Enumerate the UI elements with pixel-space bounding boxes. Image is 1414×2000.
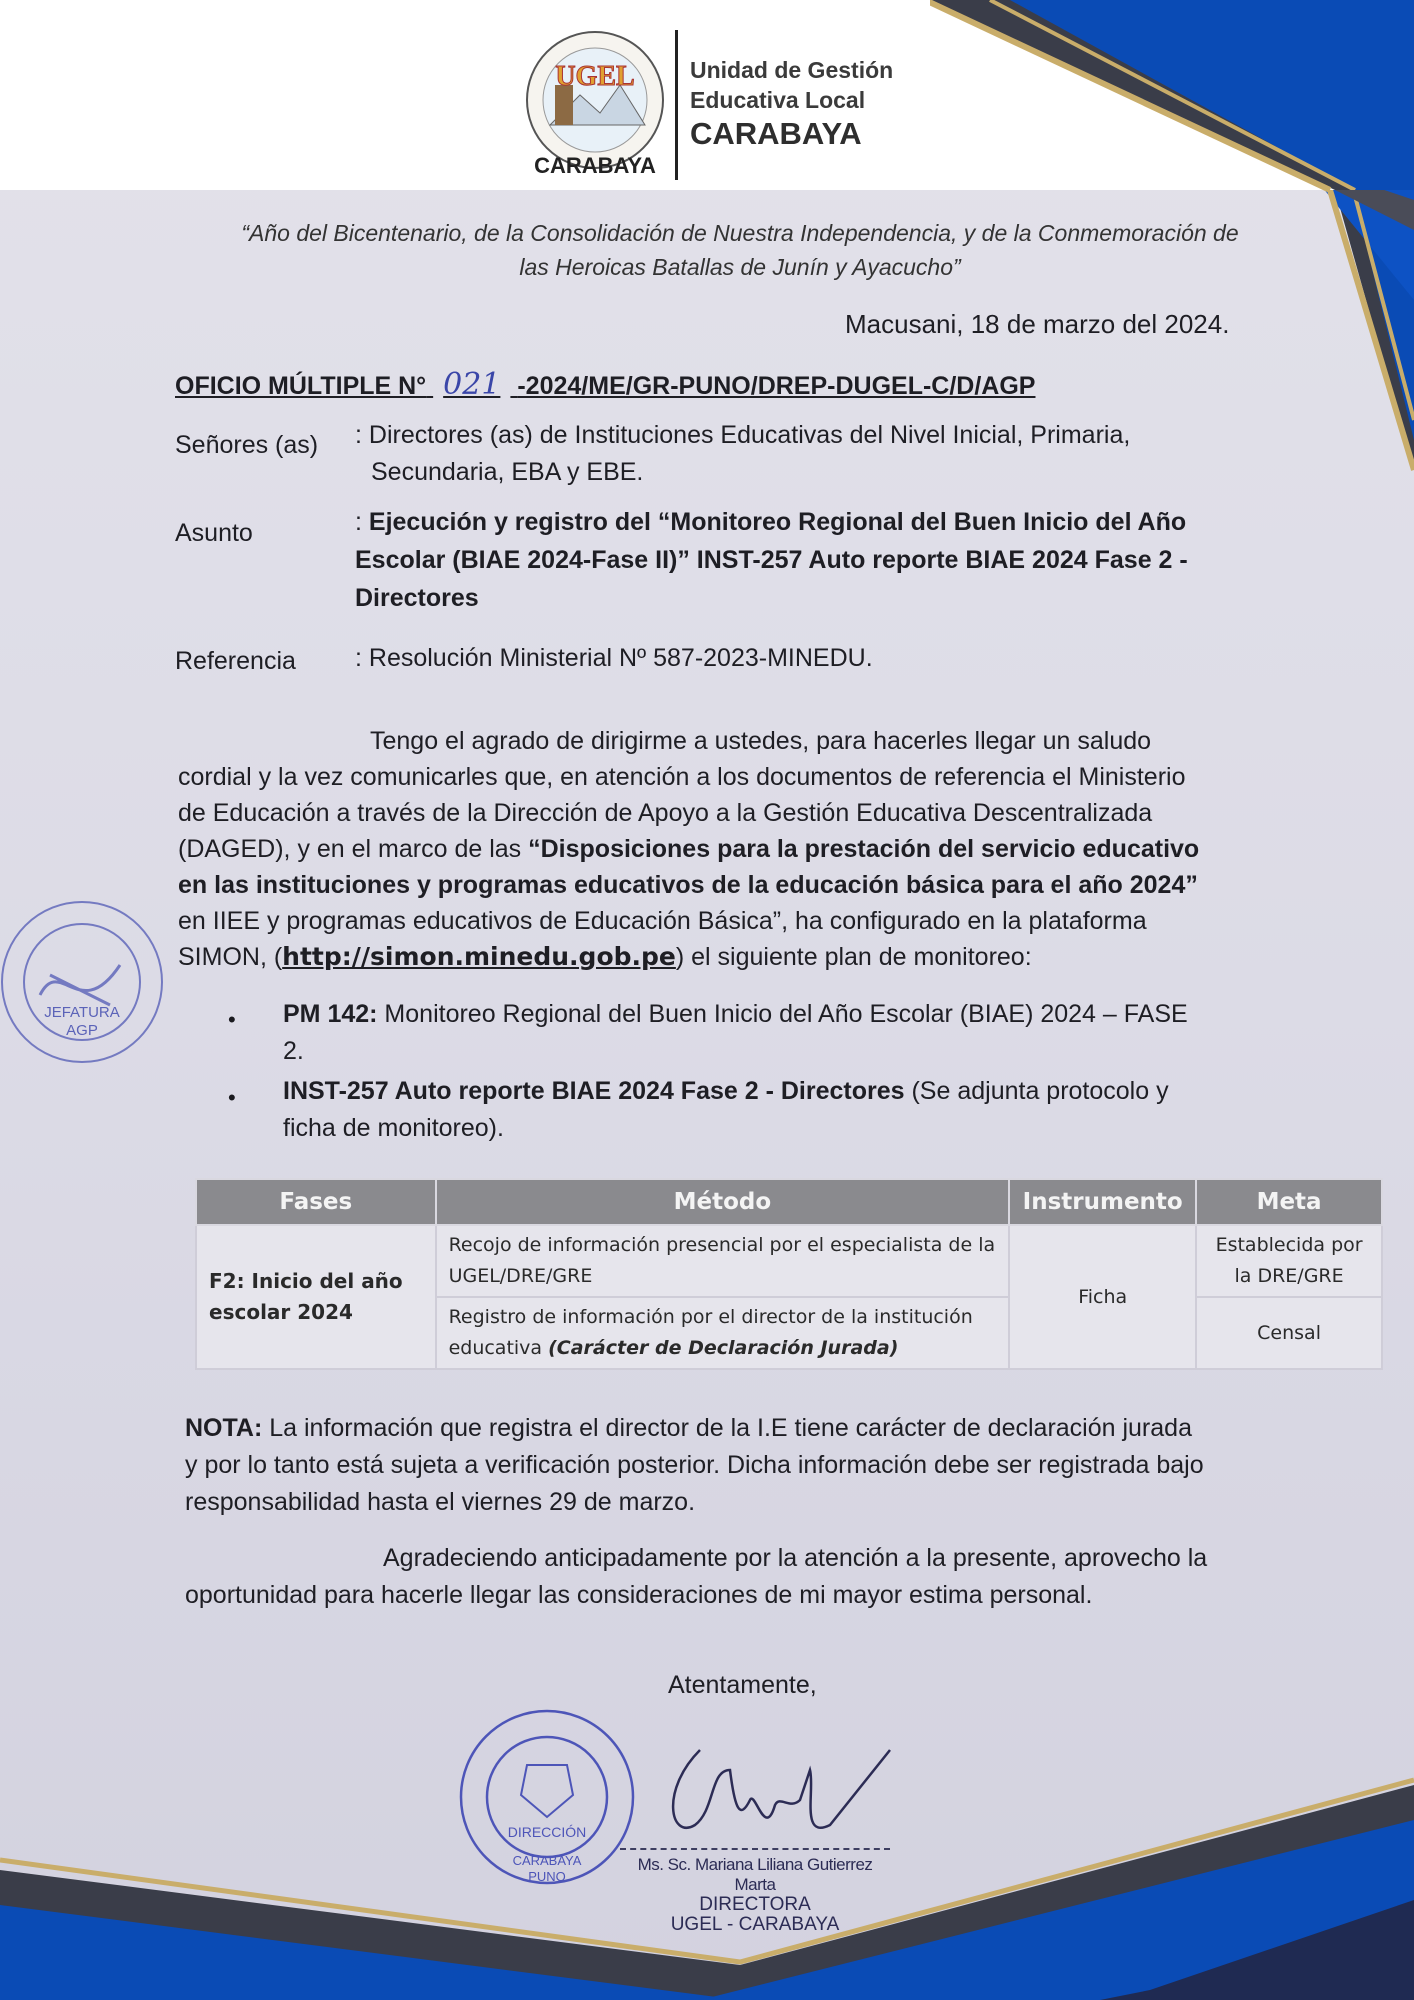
ministry-stamp: [0, 895, 175, 1070]
note: [185, 1410, 1320, 1521]
table-header-row: [196, 1179, 1382, 1225]
recipients-value: [355, 417, 1305, 491]
oficio-prefix: OFICIO MÚLTIPLE N°: [175, 372, 427, 400]
signatory-unit: UGEL - CARABAYA: [670, 1914, 840, 1935]
method-2-emphasis: (Carácter de Declaración Jurada): [548, 1337, 899, 1359]
recipients-label: Señores (as): [175, 431, 319, 459]
year-motto-line-2: las Heroicas Batallas de Junín y Ayacucho”: [519, 254, 961, 280]
method-cell: Recojo de información presencial por el especialista de la UGEL/DRE/GRE: [436, 1225, 1010, 1297]
body-line-5: en las instituciones y programas educativos de la educación básica para el año 2024”: [178, 871, 1198, 899]
bullet-item-1: [283, 996, 1318, 1070]
recipients-line-2: Secundaria, EBA y EBE.: [371, 458, 644, 486]
bullet-1-text-2: 2.: [283, 1037, 304, 1065]
oficio-number: [175, 366, 1035, 405]
bullet-2-text-2: ficha de monitoreo).: [283, 1114, 504, 1142]
goal-cell: Establecida por la DRE/GRE: [1196, 1225, 1382, 1297]
body-line-3: de Educación a través de la Dirección de Apoyo a la Gestión Educativa Descentralizada: [178, 799, 1153, 827]
regards: Atentamente,: [668, 1671, 817, 1699]
logo-letters: UGEL: [555, 61, 635, 92]
logo-caption: CARABAYA: [534, 153, 656, 178]
org-line-3: CARABAYA: [690, 116, 862, 151]
bullet-glyph-1: •: [228, 1007, 236, 1032]
body-line-4a: (DAGED), y en el marco de las: [178, 835, 529, 863]
org-line-2: Educativa Local: [690, 87, 866, 113]
table-header: Meta: [1196, 1179, 1382, 1225]
bullet-glyph-2: •: [228, 1085, 236, 1110]
closing-paragraph: [185, 1540, 1320, 1614]
note-line-2: y por lo tanto está sujeta a verificación posterior. Dicha información debe ser registrada bajo: [185, 1451, 1204, 1479]
reference-label: Referencia: [175, 647, 296, 675]
closing-line-2: oportunidad para hacerle llegar las consideraciones de mi mayor estima personal.: [185, 1581, 1093, 1609]
body-line-7b: ) el siguiente plan de monitoreo:: [675, 943, 1032, 971]
note-line-1: La información que registra el director de la I.E tiene carácter de declaración jurada: [262, 1414, 1192, 1442]
logo-divider: [675, 30, 678, 180]
phases-table: [195, 1178, 1383, 1370]
year-motto-line-1: “Año del Bicentenario, de la Consolidación de Nuestra Independencia, y de la Conmemoración de: [241, 220, 1239, 246]
subject-line-2: Escolar (BIAE 2024-Fase II)” INST-257 Auto reporte BIAE 2024 Fase 2 -: [355, 546, 1188, 574]
bullet-2-bold: INST-257 Auto reporte BIAE 2024 Fase 2 - Directores: [283, 1077, 905, 1105]
subject-value: [355, 503, 1320, 617]
table-row: [196, 1225, 1382, 1297]
ugel-logo: [520, 25, 670, 185]
table-header: Fases: [196, 1179, 436, 1225]
closing-line-1: Agradeciendo anticipadamente por la atención a la presente, aprovecho la: [383, 1544, 1208, 1572]
year-motto: [185, 216, 1295, 284]
body-line-7a: SIMON, (: [178, 943, 283, 971]
bullet-item-2: [283, 1073, 1318, 1147]
left-stamp-inner: JEFATURA: [44, 1004, 120, 1021]
body-line-2: cordial y la vez comunicarles que, en atención a los documentos de referencia el Ministerio: [178, 763, 1186, 791]
method-cell: [436, 1297, 1010, 1369]
right-stamp-city1: CARABAYA: [512, 1853, 582, 1868]
bullet-1-bold: PM 142:: [283, 1000, 378, 1028]
recipients-line-1: : Directores (as) de Instituciones Educativas del Nivel Inicial, Primaria,: [355, 421, 1131, 449]
oficio-handwritten-number: 021: [443, 367, 501, 402]
direction-stamp: [455, 1705, 640, 1890]
right-stamp-inner: DIRECCIÓN: [507, 1824, 587, 1840]
table-header: Instrumento: [1009, 1179, 1196, 1225]
bullet-2-text: (Se adjunta protocolo y: [904, 1077, 1169, 1105]
right-stamp-city2: PUNO: [528, 1869, 566, 1884]
reference-value: : Resolución Ministerial Nº 587-2023-MINEDU.: [355, 644, 873, 672]
signatory-name: Ms. Sc. Mariana Liliana Gutierrez Marta: [637, 1855, 873, 1894]
note-line-3: responsabilidad hasta el viernes 29 de marzo.: [185, 1488, 696, 1516]
org-name: [690, 55, 893, 153]
body-line-4b: “Disposiciones para la prestación del servicio educativo: [528, 835, 1200, 863]
simon-link[interactable]: http://simon.minedu.gob.pe: [282, 942, 676, 971]
oficio-suffix: -2024/ME/GR-PUNO/DREP-DUGEL-C/D/AGP: [517, 372, 1036, 400]
signatory-block: [620, 1855, 890, 1935]
subject-label: Asunto: [175, 519, 253, 547]
body-line-1: Tengo el agrado de dirigirme a ustedes, para hacerles llegar un saludo: [370, 727, 1152, 755]
table-header: Método: [436, 1179, 1010, 1225]
org-line-1: Unidad de Gestión: [690, 57, 894, 83]
subject-line-1: Ejecución y registro del “Monitoreo Regional del Buen Inicio del Año: [368, 508, 1187, 536]
bullet-1-text: Monitoreo Regional del Buen Inicio del Año Escolar (BIAE) 2024 – FASE: [377, 1000, 1188, 1028]
letterhead-corner-graphic: [930, 0, 1414, 190]
body-paragraph: [178, 723, 1318, 975]
signatory-title: DIRECTORA: [699, 1894, 811, 1915]
left-stamp-code: AGP: [66, 1022, 98, 1039]
phase-cell: F2: Inicio del año escolar 2024: [196, 1225, 436, 1369]
body-line-6: en IIEE y programas educativos de Educación Básica”, ha configurado en la plataforma: [178, 907, 1147, 935]
goal-cell: Censal: [1196, 1297, 1382, 1369]
subject-colon: :: [355, 508, 369, 536]
instrument-cell: Ficha: [1009, 1225, 1196, 1369]
place-date: Macusani, 18 de marzo del 2024.: [845, 309, 1230, 339]
note-label: NOTA:: [185, 1414, 263, 1442]
method-2-text: Registro de información por el director de la institución educativa: [448, 1306, 973, 1359]
subject-line-3: Directores: [355, 584, 479, 612]
signature-line: [620, 1848, 890, 1850]
